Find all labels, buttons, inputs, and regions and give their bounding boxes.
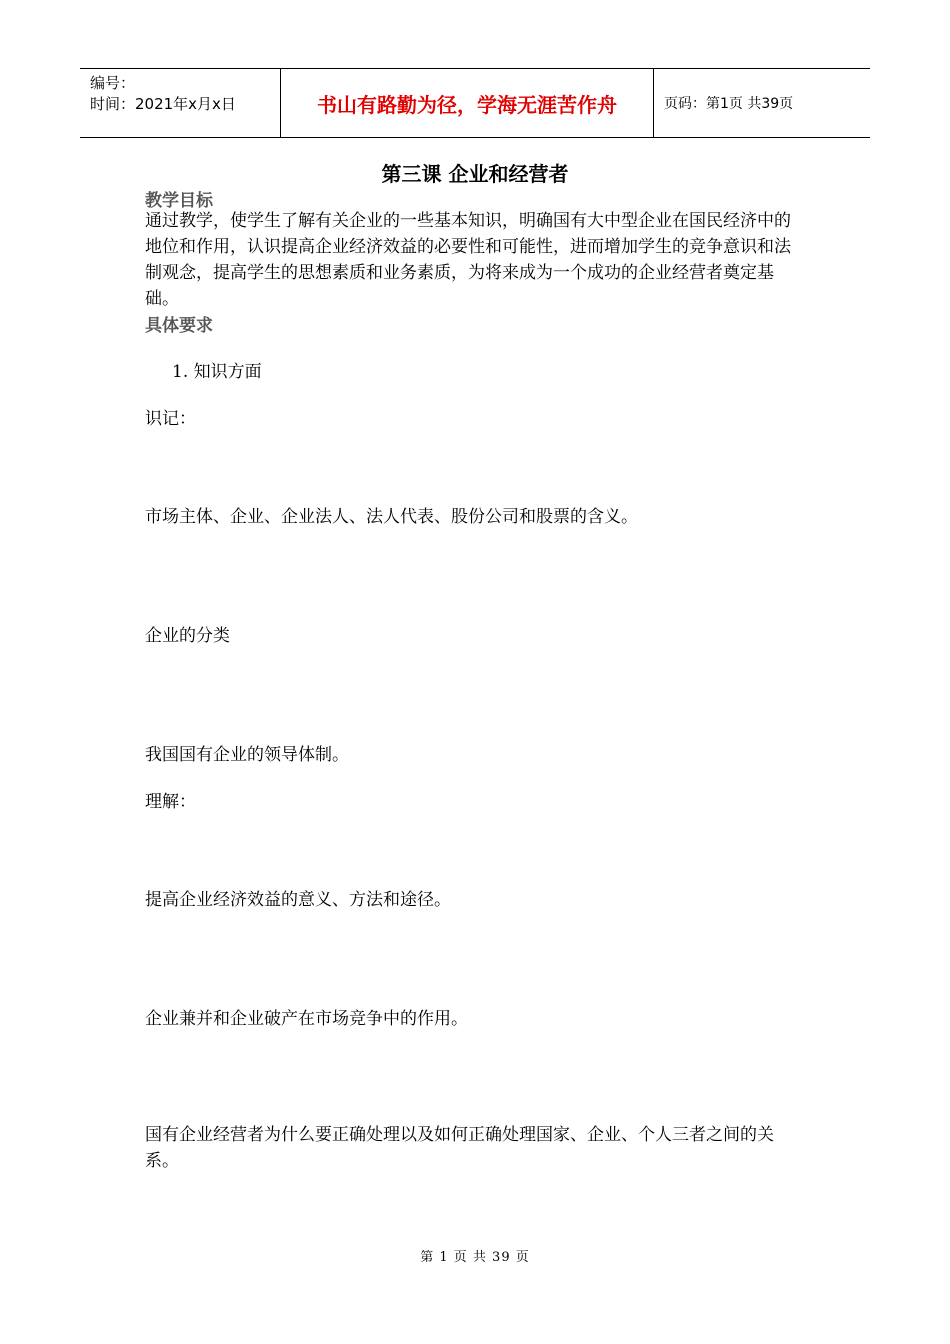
page-info-cell bbox=[654, 69, 870, 137]
memorize-item-1: 市场主体、企业、企业法人、法人代表、股份公司和股票的含义。 bbox=[145, 507, 638, 527]
page-info-text: 页码：第1页 共39页 bbox=[664, 96, 794, 112]
teaching-goal-text: 通过教学，使学生了解有关企业的一些基本知识，明确国有大中型企业在国民经济中的地位和作用，认识提高企业经济效益的必要性和可能性，进而增加学生的竞争意识和法制观念，提高学生的思想素质和业务素质，为将来成为一个成功的企业经营者奠定基础。 bbox=[145, 211, 791, 309]
teaching-goal-heading: 教学目标 bbox=[145, 191, 213, 211]
header-meta-cell bbox=[80, 69, 281, 137]
number-label: 编号： bbox=[90, 74, 136, 92]
understand-item-3: 国有企业经营者为什么要正确处理以及如何正确处理国家、企业、个人三者之间的关系。 bbox=[145, 1125, 774, 1171]
requirements-heading: 具体要求 bbox=[145, 316, 213, 336]
memorize-item-3: 我国国有企业的领导体制。 bbox=[145, 745, 349, 765]
date-label: 时间：2021年x月x日 bbox=[90, 95, 236, 113]
header-table bbox=[80, 68, 870, 138]
knowledge-item: 1. 知识方面 bbox=[172, 362, 262, 382]
memorize-label: 识记： bbox=[145, 409, 196, 429]
understand-item-2: 企业兼并和企业破产在市场竞争中的作用。 bbox=[145, 1009, 468, 1029]
motto-text: 书山有路勤为径，学海无涯苦作舟 bbox=[317, 92, 617, 117]
page-footer: 第 1 页 共 39 页 bbox=[420, 1250, 530, 1265]
lesson-title: 第三课 企业和经营者 bbox=[381, 162, 569, 186]
motto-cell bbox=[281, 69, 654, 137]
memorize-item-2: 企业的分类 bbox=[145, 626, 230, 646]
understand-item-1: 提高企业经济效益的意义、方法和途径。 bbox=[145, 890, 451, 910]
understand-label: 理解： bbox=[145, 792, 196, 812]
